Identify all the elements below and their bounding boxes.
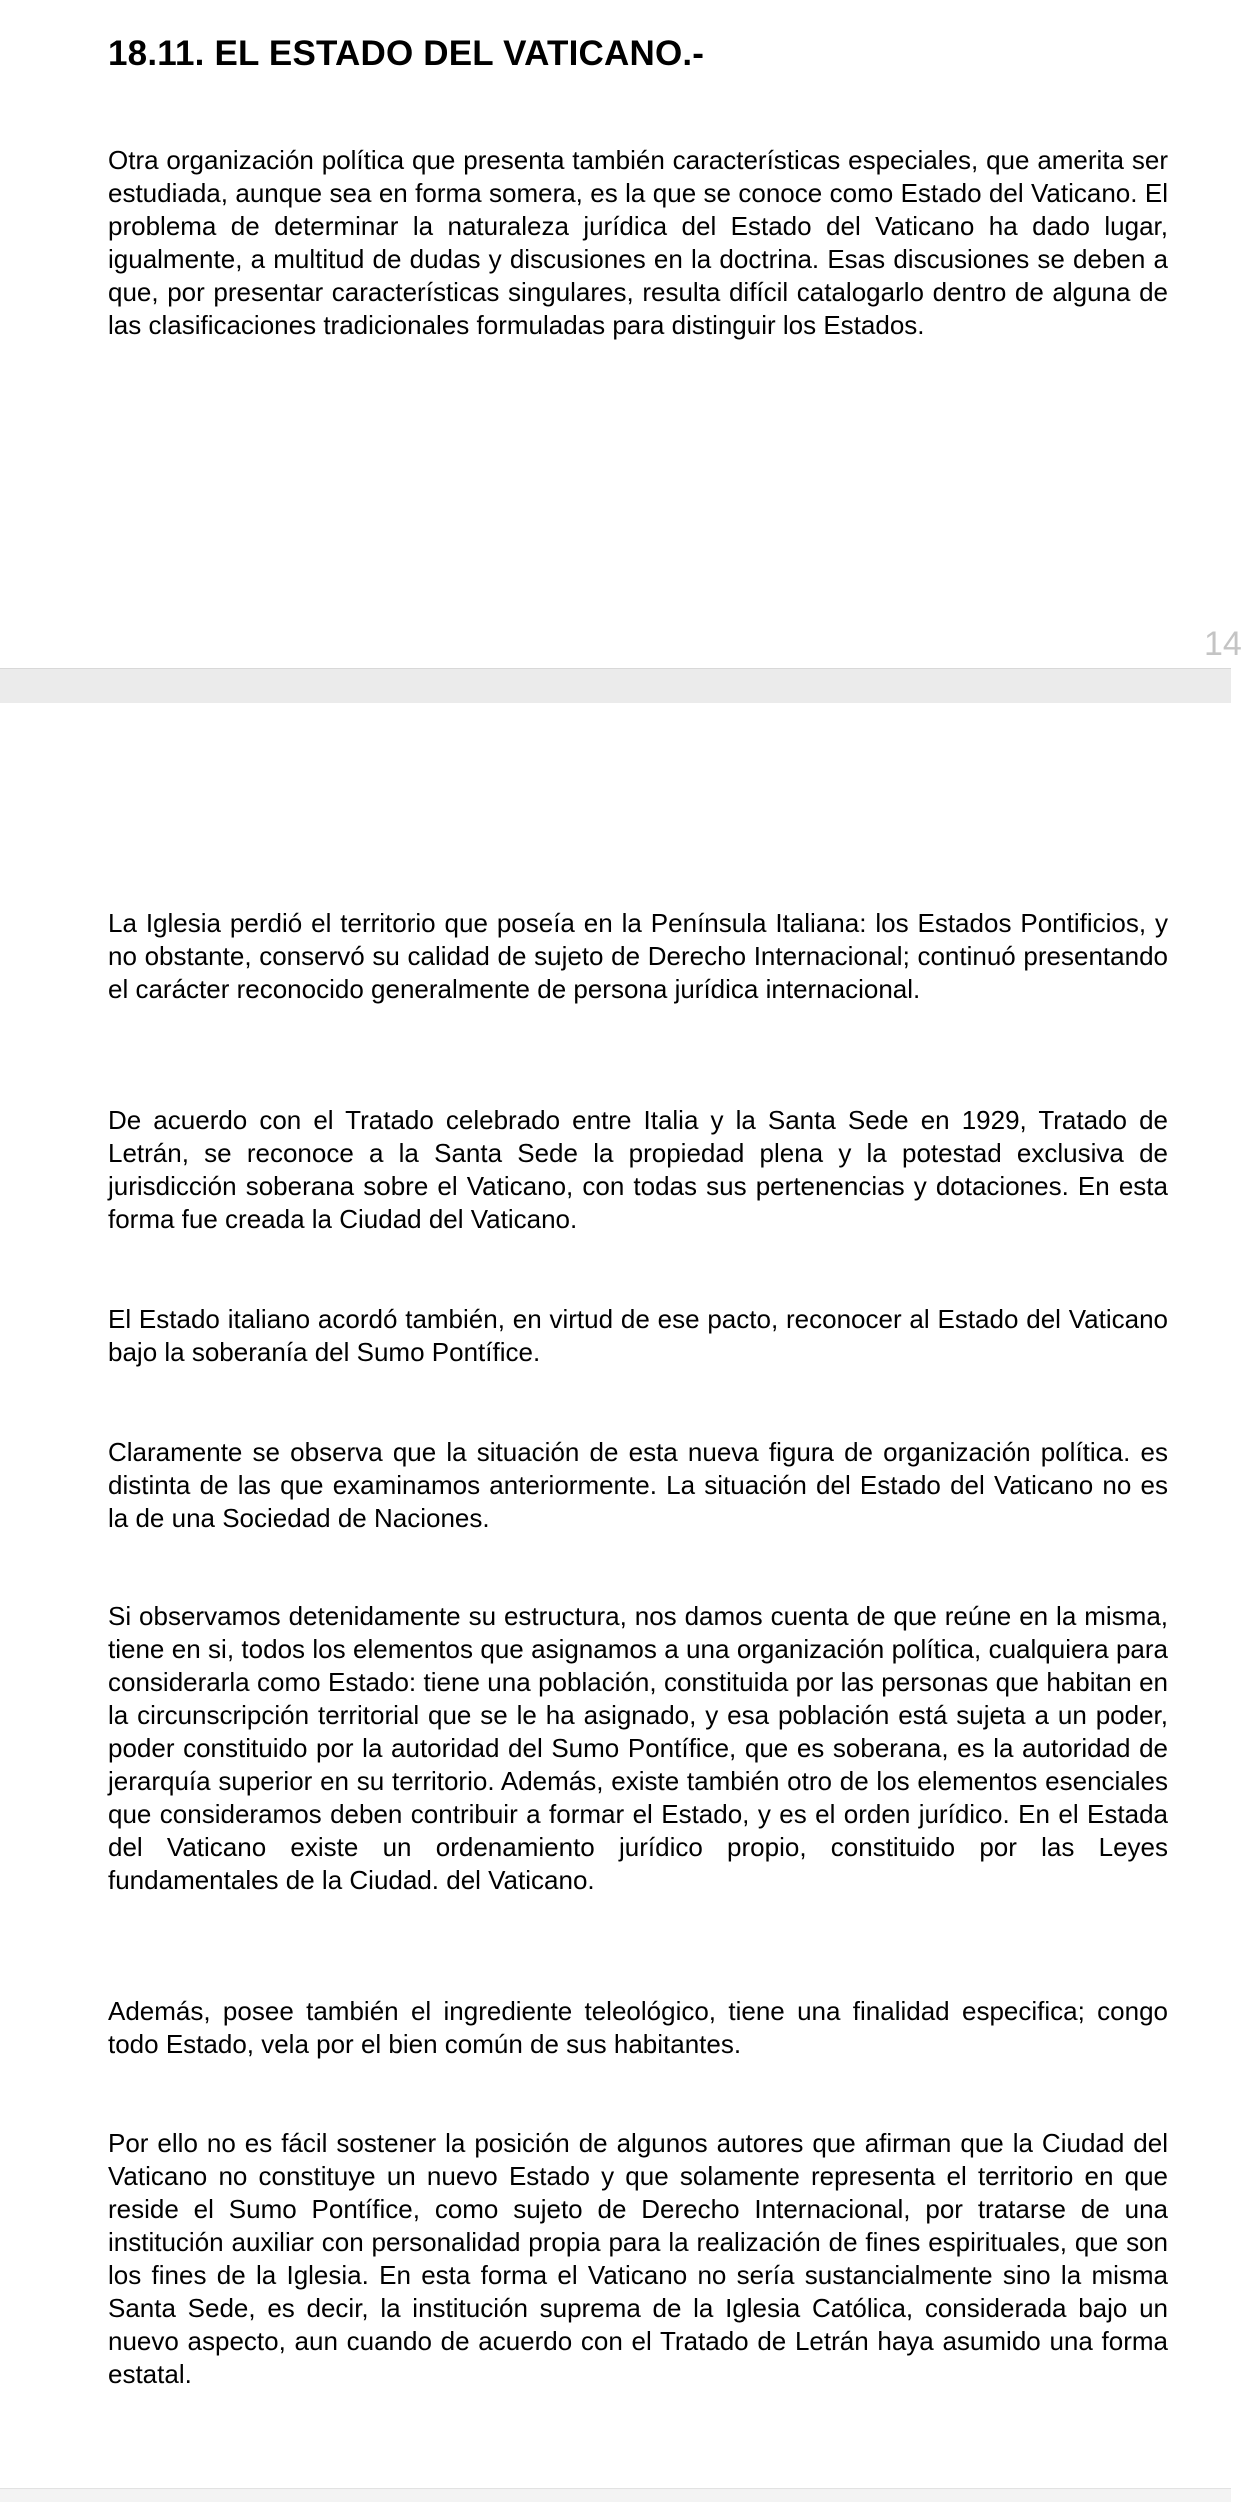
paragraph-7: Por ello no es fácil sostener la posición de algunos autores que afirman que la Ciudad del Vaticano no constituye un nuevo Estado y que solamente representa el territorio en que reside el Sumo Pontífice, como sujeto de Derecho Internacional, por tratarse de una institución auxiliar con personalidad propia para la realización de fines espirituales, que son los fines de la Iglesia. En esta forma el Vaticano no sería sustancialmente sino la misma Santa Sede, es decir, la institución suprema de la Iglesia Católica, considerada bajo un nuevo aspecto, aun cuando de acuerdo con el Tratado de Letrán haya asumido una forma estatal. <box>108 2128 1168 2389</box>
page-bottom-edge <box>0 2488 1231 2502</box>
document-page-2 <box>0 703 1231 2501</box>
paragraph-4: Claramente se observa que la situación de esta nueva figura de organización política. es distinta de las que examinamos anteriormente. La situación del Estado del Vaticano no es la de una Sociedad de Naciones. <box>108 1437 1168 1533</box>
page-number: 14 <box>1204 625 1242 663</box>
section-title: 18.11. EL ESTADO DEL VATICANO.- <box>108 34 705 73</box>
paragraph-1: La Iglesia perdió el territorio que poseía en la Península Italiana: los Estados Pontificios, y no obstante, conservó su calidad de sujeto de Derecho Internacional; continuó presentando el carácter reconocido generalmente de persona jurídica internacional. <box>108 908 1168 1004</box>
document-page-1 <box>0 0 1242 668</box>
paragraph-3: El Estado italiano acordó también, en virtud de ese pacto, reconocer al Estado del Vaticano bajo la soberanía del Sumo Pontífice. <box>108 1304 1168 1367</box>
paragraph-6: Además, posee también el ingrediente teleológico, tiene una finalidad especifica; congo todo Estado, vela por el bien común de sus habitantes. <box>108 1996 1168 2059</box>
paragraph-5: Si observamos detenidamente su estructura, nos damos cuenta de que reúne en la misma, tiene en si, todos los elementos que asignamos a una organización política, cualquiera para considerarla como Estado: tiene una población, constituida por las personas que habitan en la circunscripción territorial que se le ha asignado, y esa población está sujeta a un poder, poder constituido por la autoridad del Sumo Pontífice, que es soberana, es la autoridad de jerarquía superior en su territorio. Además, existe también otro de los elementos esenciales que consideramos deben contribuir a formar el Estado, y es el orden jurídico. En el Estada del Vaticano existe un ordenamiento jurídico propio, constituido por las Leyes fundamentales de la Ciudad. del Vaticano. <box>108 1601 1168 1895</box>
page-separator <box>0 668 1231 703</box>
paragraph-2: De acuerdo con el Tratado celebrado entre Italia y la Santa Sede en 1929, Tratado de Letrán, se reconoce a la Santa Sede la propiedad plena y la potestad exclusiva de jurisdicción soberana sobre el Vaticano, con todas sus pertenencias y dotaciones. En esta forma fue creada la Ciudad del Vaticano. <box>108 1105 1168 1234</box>
paragraph-intro: Otra organización política que presenta también características especiales, que amerita ser estudiada, aunque sea en forma somera, es la que se conoce como Estado del Vaticano. El problema de determinar la naturaleza jurídica del Estado del Vaticano ha dado lugar, igualmente, a multitud de dudas y discusiones en la doctrina. Esas discusiones se deben a que, por presentar características singulares, resulta difícil catalogarlo dentro de alguna de las clasificaciones tradicionales formuladas para distinguir los Estados. <box>108 145 1168 340</box>
